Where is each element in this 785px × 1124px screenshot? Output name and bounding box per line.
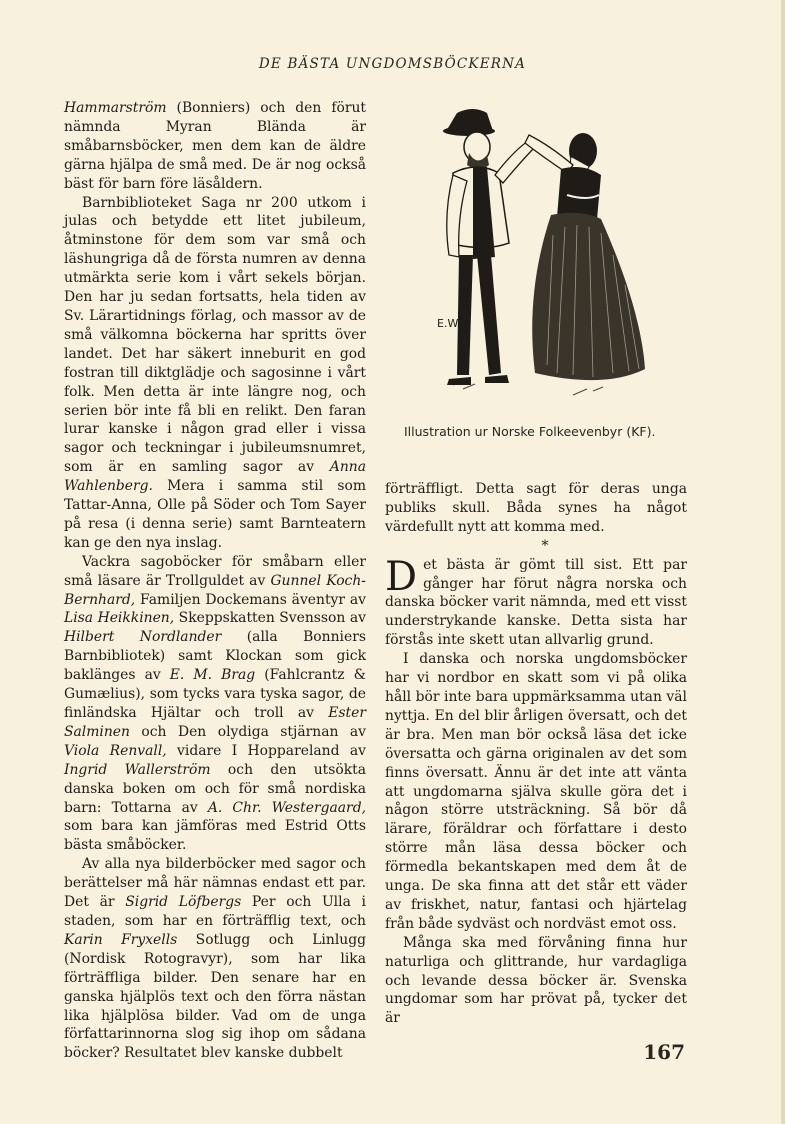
drop-cap: D bbox=[385, 553, 418, 600]
page-edge bbox=[781, 0, 785, 1124]
section-divider: * bbox=[541, 537, 549, 554]
illustration-caption: Illustration ur Norske Folkeevenbyr (KF). bbox=[404, 424, 656, 439]
right-column bbox=[385, 480, 687, 1028]
paragraph: Hammarström (Bonniers) och den förut nämnda Myran Blända är småbarnsböcker, men dem kan de äldre gärna hjälpa de små med. De är nog också bäst för barn före läsåldern. bbox=[64, 100, 366, 192]
paragraph: Vackra sagoböcker för småbarn eller små läsare är Trollguldet av Gunnel Koch-Bernhard, Familjen Dockemans äventyr av Lisa Heikkinen, Skeppskatten Svensson av Hilbert Nordlander (alla Bonniers Barnbibliotek) samt Klockan som gick baklänges av E. M. Brag (Fahlcrantz & Gumælius), som tycks vara tyska sagor, de finländska Hjältar och troll av Ester Salminen och Den olydiga stjärnan av Viola Renvall, vidare I Hoppareland av Ingrid Wallerström och den utsökta danska boken om och för små nordiska barn: Tottarna av A. Chr. Westergaard, som bara kan jämföras med Estrid Otts bästa småböcker. bbox=[64, 553, 367, 854]
paragraph: Många ska med förvåning finna hur naturliga och glittrande, hur vardagliga och levande dessa böcker är. Svenska ungdomar som har prövat på, tycker det är bbox=[385, 934, 687, 1027]
page-number: 167 bbox=[643, 1040, 685, 1064]
dancing-couple-illustration bbox=[433, 95, 655, 413]
paragraph: Barnbiblioteket Saga nr 200 utkom i julas och betydde ett litet jubileum, åtminstone för dem som var små och läshungriga då de första numren av denna utmärkta serie kom i vårt sekels början. Den har ju sedan fortsatts, hela tiden av Sv. Lärartidnings förlag, och massor av de små välkomna böckerna har spritts över landet. Det har säkert inneburit en god fostran till diktglädje och sagosinne i vårt folk. Men detta är inte längre nog, och serien bör inte få bli en relikt. Den faran lurar kanske i någon grad eller i vissa sagor och teckningar i jubileumsnumret, som är en samling sagor av Anna Wahlenberg. Mera i samma stil som Tattar-Anna, Olle på Söder och Tom Sayer på resa (i denna serie) samt Barnteatern kan ge den nya inslag. bbox=[64, 194, 366, 551]
paragraph: förträffligt. Detta sagt för deras unga publiks skull. Båda synes ha något värdefullt nytt att komma med. bbox=[385, 481, 687, 535]
running-head: DE BÄSTA UNGDOMSBÖCKERNA bbox=[258, 56, 527, 72]
paragraph: Det bästa är gömt till sist. Ett par gånger har förut några norska och danska böcker varit nämnda, med ett visst understrykande kanske. Detta sista har förstås inte skett utan allvarlig grund. bbox=[385, 553, 687, 649]
paragraph: Av alla nya bilderböcker med sagor och berättelser må här nämnas endast ett par. Det är Sigrid Löfbergs Per och Ulla i staden, som har en förträfflig text, och Karin Fryxells Sotlugg och Linlugg (Nordisk Rotogravyr), som har lika förträffliga bilder. Den senare har en ganska hjälplös text och den förra nästan lika hjälplösa bilder. Vad om de unga författarinnorna slog sig ihop om sådana böcker? Resultatet blev kanske dubbelt bbox=[64, 856, 366, 1062]
artist-signature: E.W bbox=[437, 317, 459, 330]
left-column bbox=[64, 99, 366, 1063]
paragraph: I danska och norska ungdomsböcker har vi nordbor en skatt som vi på olika håll bör inte bara uppmärksamma utan väl nyttja. En del blir årligen översatt, och det är bra. Men man bör också läsa det icke översatta och gärna originalen av det som finns översatt. Ännu är det inte att vänta att ungdomarna själva skulle göra det i någon större utsträckning. Så bör då lärare, föräldrar och författare i desto större mån läsa dessa böcker och förmedla bekantskapen med dem åt de unga. De ska finna att det står ett väder av friskhet, natur, fantasi och hjärtelag från både sydväst och nordväst emot oss. bbox=[385, 651, 687, 932]
